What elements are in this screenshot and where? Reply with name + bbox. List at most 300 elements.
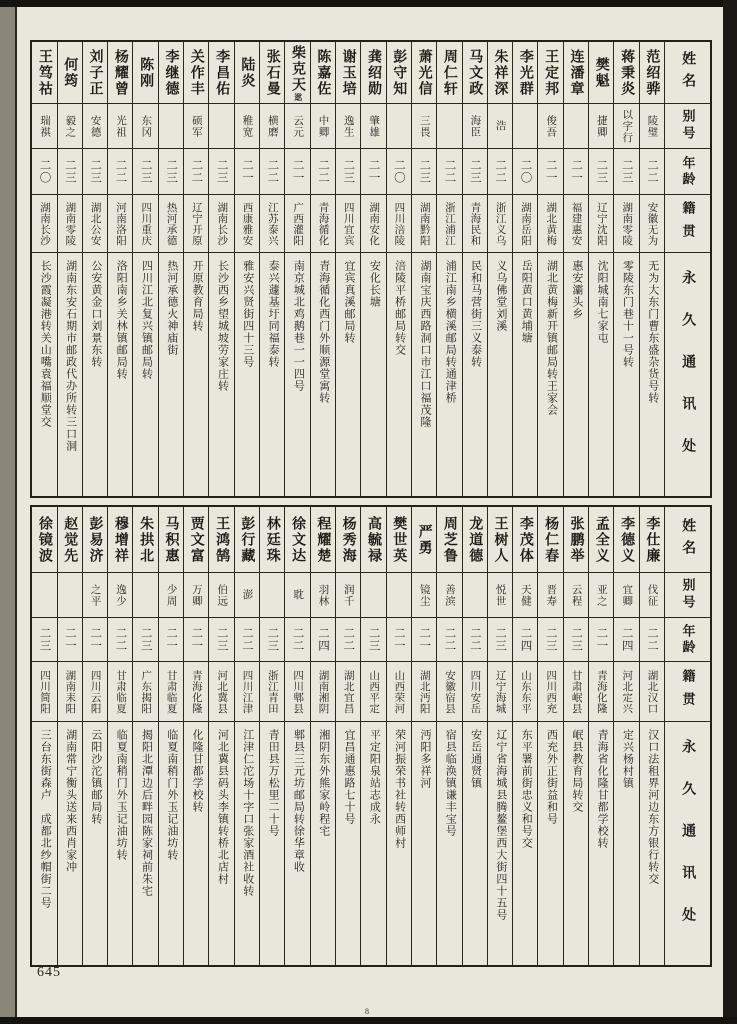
address-cell: 零陵东门巷十一号转 (621, 260, 634, 368)
age-cell: 二三 (361, 618, 385, 662)
address-cell: 四川江北复兴镇邮局转 (140, 260, 153, 380)
name-cell: 陈刚 (133, 42, 157, 104)
origin-cell: 四川西充 (538, 662, 562, 722)
alias-cell: 晋寿 (538, 573, 562, 618)
age-cell: 二三 (614, 149, 638, 195)
entry-column (107, 42, 132, 496)
age-cell: 二三 (159, 149, 183, 195)
origin-cell: 青海民和 (463, 195, 487, 253)
age-cell: 二一 (564, 149, 588, 195)
origin-cell: 青海化隆 (589, 662, 613, 722)
name-cell: 蒋秉炎 (614, 42, 638, 104)
header-origin: 籍贯 (665, 662, 710, 722)
age-cell: 二一 (184, 618, 208, 662)
age-cell: 二二 (108, 618, 132, 662)
address-cell: 义乌佛堂刘溪 (494, 260, 507, 332)
header-name: 姓名 (665, 507, 710, 573)
address-cell: 化隆甘都学校转 (191, 729, 204, 813)
address-cell: 荣河振荣书社转西师村 (393, 729, 406, 849)
age-cell: 二三 (209, 149, 233, 195)
entry-column (57, 42, 82, 496)
address-cell: 临夏南稍门外玉记油坊转 (165, 729, 178, 861)
age-cell: 二三 (32, 618, 56, 662)
address-cell: 民和马营街三义泰转 (469, 260, 482, 368)
entry-column (284, 507, 309, 965)
age-cell: 二二 (437, 149, 461, 195)
name-cell: 王笃祜 (32, 42, 56, 104)
age-cell: 二二 (285, 618, 309, 662)
origin-cell: 山西平定 (361, 662, 385, 722)
entry-column (259, 507, 284, 965)
origin-cell: 浙江青田 (260, 662, 284, 722)
origin-cell: 山西荣河 (387, 662, 411, 722)
origin-cell: 西康雅安 (235, 195, 259, 253)
age-cell: 二三 (133, 149, 157, 195)
age-cell: 二三 (564, 618, 588, 662)
entry-column (386, 507, 411, 965)
origin-cell: 湖南零陵 (614, 195, 638, 253)
origin-cell: 四川云阳 (83, 662, 107, 722)
alias-cell: 毅之 (58, 104, 82, 149)
alias-cell (260, 573, 284, 618)
entry-column (360, 42, 385, 496)
age-cell: 二三 (463, 149, 487, 195)
name-cell: 范绍骅 (640, 42, 664, 104)
address-cell: 汉口法租界河边东方银行转交 (646, 729, 659, 885)
alias-cell: 亚之 (589, 573, 613, 618)
alias-cell (564, 104, 588, 149)
address-cell: 宿县临涣镇谦丰宝号 (444, 729, 457, 837)
age-cell: 二四 (311, 618, 335, 662)
alias-cell: 镜尘 (412, 573, 436, 618)
origin-cell: 甘肃岷县 (564, 662, 588, 722)
origin-cell: 甘肃临夏 (108, 662, 132, 722)
age-cell: 二三 (538, 618, 562, 662)
address-cell: 江津仁沱场十字口张家酒社收转 (241, 729, 254, 897)
entry-column (563, 42, 588, 496)
name-cell: 陈嘉佐 (311, 42, 335, 104)
age-cell: 二一 (412, 618, 436, 662)
address-cell: 浦江南乡横溪邮局转通津桥 (444, 260, 457, 404)
origin-cell: 湖南耒阳 (58, 662, 82, 722)
alias-cell: 俊吾 (538, 104, 562, 149)
address-cell: 定兴杨村镇 (621, 729, 634, 789)
age-cell: 二三 (412, 149, 436, 195)
name-cell: 孟全义 (589, 507, 613, 573)
address-cell: 三台东街森卢 成都北纱帽街二号 (39, 729, 52, 909)
age-cell: 二〇 (387, 149, 411, 195)
origin-cell: 四川简阳 (32, 662, 56, 722)
entry-column (537, 42, 562, 496)
header-name: 姓名 (665, 42, 710, 104)
origin-cell: 湖南黔阳 (412, 195, 436, 253)
origin-cell: 江苏泰兴 (260, 195, 284, 253)
origin-cell: 四川江津 (235, 662, 259, 722)
origin-cell: 湖北汉口 (640, 662, 664, 722)
name-cell: 程耀楚 (311, 507, 335, 573)
entry-column (462, 507, 487, 965)
name-cell: 龚绍勋 (361, 42, 385, 104)
address-cell: 青海循化西门外顺源堂寓转 (317, 260, 330, 404)
alias-cell: 天健 (513, 573, 537, 618)
name-cell: 李茂体 (513, 507, 537, 573)
age-cell: 二二 (437, 618, 461, 662)
name-cell: 赵觉先 (58, 507, 82, 573)
address-cell: 青田县万松里二十号 (267, 729, 280, 837)
origin-cell: 湖南湘阴 (311, 662, 335, 722)
age-cell: 二二 (311, 149, 335, 195)
alias-cell: 中卿 (311, 104, 335, 149)
address-cell: 安岳通贤镇 (469, 729, 482, 789)
alias-cell: 安德 (83, 104, 107, 149)
alias-cell (159, 104, 183, 149)
address-cell: 惠安灞头乡 (570, 260, 583, 320)
entry-column (613, 42, 638, 496)
alias-cell (133, 573, 157, 618)
origin-cell: 湖南长沙 (209, 195, 233, 253)
origin-cell: 河北定兴 (614, 662, 638, 722)
page-number: 645 (37, 965, 61, 980)
address-cell: 南京城北鸡鹅巷一一四号 (292, 260, 305, 392)
origin-cell: 河北冀县 (209, 662, 233, 722)
entry-column (360, 507, 385, 965)
origin-cell: 浙江浦江 (437, 195, 461, 253)
alias-cell: 润千 (336, 573, 360, 618)
entry-column (284, 42, 309, 496)
entry-column (208, 42, 233, 496)
entry-column (588, 507, 613, 965)
entry-column (563, 507, 588, 965)
address-cell: 长沙西乡望城坡劳家庄转 (216, 260, 229, 392)
age-cell: 二二 (463, 618, 487, 662)
alias-cell: 以字行 (614, 104, 638, 149)
name-cell: 连潘章 (564, 42, 588, 104)
alias-cell: 陵璧 (640, 104, 664, 149)
entry-column (158, 507, 183, 965)
origin-cell: 湖南零陵 (58, 195, 82, 253)
alias-cell: 横磨 (260, 104, 284, 149)
name-cell: 李昌佑 (209, 42, 233, 104)
entry-column (183, 507, 208, 965)
origin-cell: 四川宜宾 (336, 195, 360, 253)
entry-column (82, 507, 107, 965)
origin-cell: 湖北黄梅 (538, 195, 562, 253)
address-cell: 河北冀县码头李镇转桥北店村 (216, 729, 229, 885)
origin-cell: 河南洛阳 (108, 195, 132, 253)
alias-cell: 云程 (564, 573, 588, 618)
address-cell: 雅安兴贤街四十三号 (241, 260, 254, 368)
address-cell: 宜宾真溪邮局转 (343, 260, 356, 344)
age-cell: 二三 (83, 149, 107, 195)
name-cell: 李仕廉 (640, 507, 664, 573)
entry-column (462, 42, 487, 496)
entry-column (512, 42, 537, 496)
address-cell: 东平署前街忠义和号交 (520, 729, 533, 849)
age-cell: 二一 (235, 149, 259, 195)
address-cell: 青海省化隆甘都学校转 (596, 729, 609, 849)
age-cell: 二三 (488, 618, 512, 662)
directory-page (17, 7, 723, 1017)
entry-column (386, 42, 411, 496)
address-cell: 平定阳泉站志成永 (368, 729, 381, 825)
entry-column (32, 507, 56, 965)
address-cell: 洛阳南乡关林镇邮局转 (115, 260, 128, 380)
address-cell: 安化长塘 (368, 260, 381, 308)
name-cell: 杨仁春 (538, 507, 562, 573)
origin-cell: 安徽无为 (640, 195, 664, 253)
entry-column (82, 42, 107, 496)
name-cell: 何筠 (58, 42, 82, 104)
entry-column (613, 507, 638, 965)
address-cell: 岳阳黄口黄埔塘 (520, 260, 533, 344)
alias-cell: 逸少 (108, 573, 132, 618)
origin-cell: 安徽宿县 (437, 662, 461, 722)
alias-cell: 硕军 (184, 104, 208, 149)
alias-cell: 瑞祺 (32, 104, 56, 149)
entry-column (436, 507, 461, 965)
alias-cell: 万卿 (184, 573, 208, 618)
entry-column (107, 507, 132, 965)
age-cell: 二二 (336, 618, 360, 662)
entry-column (208, 507, 233, 965)
origin-cell: 湖南安化 (361, 195, 385, 253)
name-cell: 李光群 (513, 42, 537, 104)
header-origin: 籍贯 (665, 195, 710, 253)
name-cell: 萧光信 (412, 42, 436, 104)
address-cell: 湘阴东外熊家岭程宅 (317, 729, 330, 837)
age-cell: 二三 (336, 149, 360, 195)
alias-cell (387, 573, 411, 618)
scan-edge-right (723, 0, 737, 1024)
address-cell: 宜昌通惠路七十号 (343, 729, 356, 825)
alias-cell: 澎 (235, 573, 259, 618)
address-cell: 涪陵平桥邮局转交 (393, 260, 406, 356)
origin-cell: 湖南长沙 (32, 195, 56, 253)
name-cell: 彭易济 (83, 507, 107, 573)
origin-cell: 辽宁沈阳 (589, 195, 613, 253)
alias-cell: 之平 (83, 573, 107, 618)
scan-edge-top (0, 0, 737, 7)
header-address: 永久通讯处 (680, 738, 696, 949)
entry-column (487, 507, 512, 965)
address-cell: 长沙霞凝港转关山嘴袁福顺堂交 (39, 260, 52, 428)
origin-cell: 四川安岳 (463, 662, 487, 722)
age-cell: 二三 (133, 618, 157, 662)
entry-column (335, 507, 360, 965)
alias-cell (387, 104, 411, 149)
age-cell: 二三 (58, 149, 82, 195)
alias-cell: 稚宽 (235, 104, 259, 149)
alias-cell: 伐征 (640, 573, 664, 618)
entry-column (310, 42, 335, 496)
origin-cell: 湖北宜昌 (336, 662, 360, 722)
entry-column (132, 42, 157, 496)
name-cell: 马积惠 (159, 507, 183, 573)
name-cell: 李继德 (159, 42, 183, 104)
alias-cell: 东冈 (133, 104, 157, 149)
alias-cell: 浩 (488, 104, 512, 149)
origin-cell: 广东揭阳 (133, 662, 157, 722)
origin-cell: 山东东平 (513, 662, 537, 722)
name-cell: 朱拱北 (133, 507, 157, 573)
alias-cell: 伯远 (209, 573, 233, 618)
address-cell: 沈阳城南七家屯 (596, 260, 609, 344)
name-cell: 林廷珠 (260, 507, 284, 573)
age-cell: 二三 (589, 149, 613, 195)
alias-cell: 肇雄 (361, 104, 385, 149)
name-cell: 李德义 (614, 507, 638, 573)
age-cell: 二一 (361, 149, 385, 195)
origin-cell: 辽宁开原 (184, 195, 208, 253)
header-age: 年龄 (665, 618, 710, 662)
origin-cell: 四川涪陵 (387, 195, 411, 253)
name-note: 逖 (293, 92, 303, 101)
age-cell: 二三 (209, 618, 233, 662)
name-cell: 柴克天 逖 (285, 42, 309, 104)
age-cell: 二〇 (513, 149, 537, 195)
age-cell: 二一 (538, 149, 562, 195)
alias-cell: 少周 (159, 573, 183, 618)
header-age: 年龄 (665, 149, 710, 195)
directory-table-bottom (30, 505, 712, 967)
age-cell: 二四 (513, 618, 537, 662)
origin-cell: 湖南岳阳 (513, 195, 537, 253)
alias-cell (463, 573, 487, 618)
name-cell: 龙道德 (463, 507, 487, 573)
alias-cell: 善滨 (437, 573, 461, 618)
address-cell: 临夏南稍门外玉记油坊转 (115, 729, 128, 861)
origin-cell: 甘肃临夏 (159, 662, 183, 722)
address-cell: 开原教育局转 (191, 260, 204, 332)
age-cell: 二二 (640, 618, 664, 662)
address-cell: 湖南常宁衡头送来西肖家冲 (64, 729, 77, 873)
address-cell: 沔阳多祥河 (418, 729, 431, 789)
name-cell: 彭行藏 (235, 507, 259, 573)
entry-column (234, 42, 259, 496)
entry-column (335, 42, 360, 496)
alias-cell (209, 104, 233, 149)
name-cell: 王鸿鹄 (209, 507, 233, 573)
name-cell: 关作丰 (184, 42, 208, 104)
entry-column (132, 507, 157, 965)
alias-cell: 宜卿 (614, 573, 638, 618)
entry-column (537, 507, 562, 965)
entry-column (436, 42, 461, 496)
name-cell: 朱祥深 (488, 42, 512, 104)
name-cell: 樊魁 (589, 42, 613, 104)
alias-cell (32, 573, 56, 618)
alias-cell: 云元 (285, 104, 309, 149)
entry-column (639, 507, 664, 965)
name-cell: 徐镜波 (32, 507, 56, 573)
address-cell: 泰兴蘧基圩同福泰转 (267, 260, 280, 368)
name-cell: 穆增祥 (108, 507, 132, 573)
entry-column (158, 42, 183, 496)
alias-cell (513, 104, 537, 149)
address-cell: 湖北黄梅新开镇邮局转王家会 (545, 260, 558, 416)
address-cell: 揭阳北潭边后畔园陈家祠前朱宅 (140, 729, 153, 897)
origin-cell: 四川郫县 (285, 662, 309, 722)
entry-column (487, 42, 512, 496)
age-cell: 二一 (589, 618, 613, 662)
origin-cell: 青海循化 (311, 195, 335, 253)
age-cell: 二二 (260, 149, 284, 195)
name-cell: 杨秀海 (336, 507, 360, 573)
origin-cell: 四川重庆 (133, 195, 157, 253)
name-cell: 杨耀曾 (108, 42, 132, 104)
name-cell: 张石曼 (260, 42, 284, 104)
age-cell: 二一 (159, 618, 183, 662)
entry-column (259, 42, 284, 496)
name-cell: 樊世英 (387, 507, 411, 573)
age-cell: 二四 (614, 618, 638, 662)
scan-edge-bottom (0, 1017, 737, 1024)
alias-cell: 三畏 (412, 104, 436, 149)
directory-table-top (30, 40, 712, 498)
header-column (664, 507, 710, 965)
name-cell: 严勇 (412, 507, 436, 573)
address-cell: 无为大东门曹东盛杂货号转 (646, 260, 659, 404)
entry-column (183, 42, 208, 496)
age-cell: 二二 (235, 618, 259, 662)
header-column (664, 42, 710, 496)
alias-cell: 海臣 (463, 104, 487, 149)
origin-cell: 广西灌阳 (285, 195, 309, 253)
alias-cell: 羽林 (311, 573, 335, 618)
entry-column (310, 507, 335, 965)
alias-cell: 耽 (285, 573, 309, 618)
name-cell: 贾文富 (184, 507, 208, 573)
address-cell: 西充外正街益和号 (545, 729, 558, 825)
name-cell: 周芝鲁 (437, 507, 461, 573)
origin-cell: 浙江义乌 (488, 195, 512, 253)
origin-cell: 湖北沔阳 (412, 662, 436, 722)
name-cell: 王定邦 (538, 42, 562, 104)
age-cell: 二一 (83, 618, 107, 662)
origin-cell: 热河承德 (159, 195, 183, 253)
alias-cell: 捷卿 (589, 104, 613, 149)
entry-column (588, 42, 613, 496)
header-address: 永久通讯处 (680, 269, 696, 480)
name-cell: 王树人 (488, 507, 512, 573)
name-cell: 周仁轩 (437, 42, 461, 104)
age-cell: 二二 (184, 149, 208, 195)
address-cell: 热河承德火神庙街 (165, 260, 178, 356)
address-cell: 公安黄金口刘景东转 (89, 260, 102, 368)
entry-column (234, 507, 259, 965)
age-cell: 二一 (58, 618, 82, 662)
name-cell: 彭守知 (387, 42, 411, 104)
header-alias: 别号 (665, 573, 710, 618)
age-cell: 二〇 (32, 149, 56, 195)
name-cell: 徐文达 (285, 507, 309, 573)
name-cell: 刘子正 (83, 42, 107, 104)
address-cell: 云阳沙沱镇邮局转 (89, 729, 102, 825)
entry-column (57, 507, 82, 965)
address-cell: 湖南东安石期市邮政代办所转三口洞 (64, 260, 77, 452)
entry-column (639, 42, 664, 496)
age-cell: 二二 (640, 149, 664, 195)
age-cell: 二一 (285, 149, 309, 195)
entry-column (411, 507, 436, 965)
name-cell: 张鹏举 (564, 507, 588, 573)
alias-cell: 逸生 (336, 104, 360, 149)
alias-cell: 光祖 (108, 104, 132, 149)
origin-cell: 青海化隆 (184, 662, 208, 722)
age-cell: 二二 (108, 149, 132, 195)
header-alias: 别号 (665, 104, 710, 149)
origin-cell: 湖北公安 (83, 195, 107, 253)
